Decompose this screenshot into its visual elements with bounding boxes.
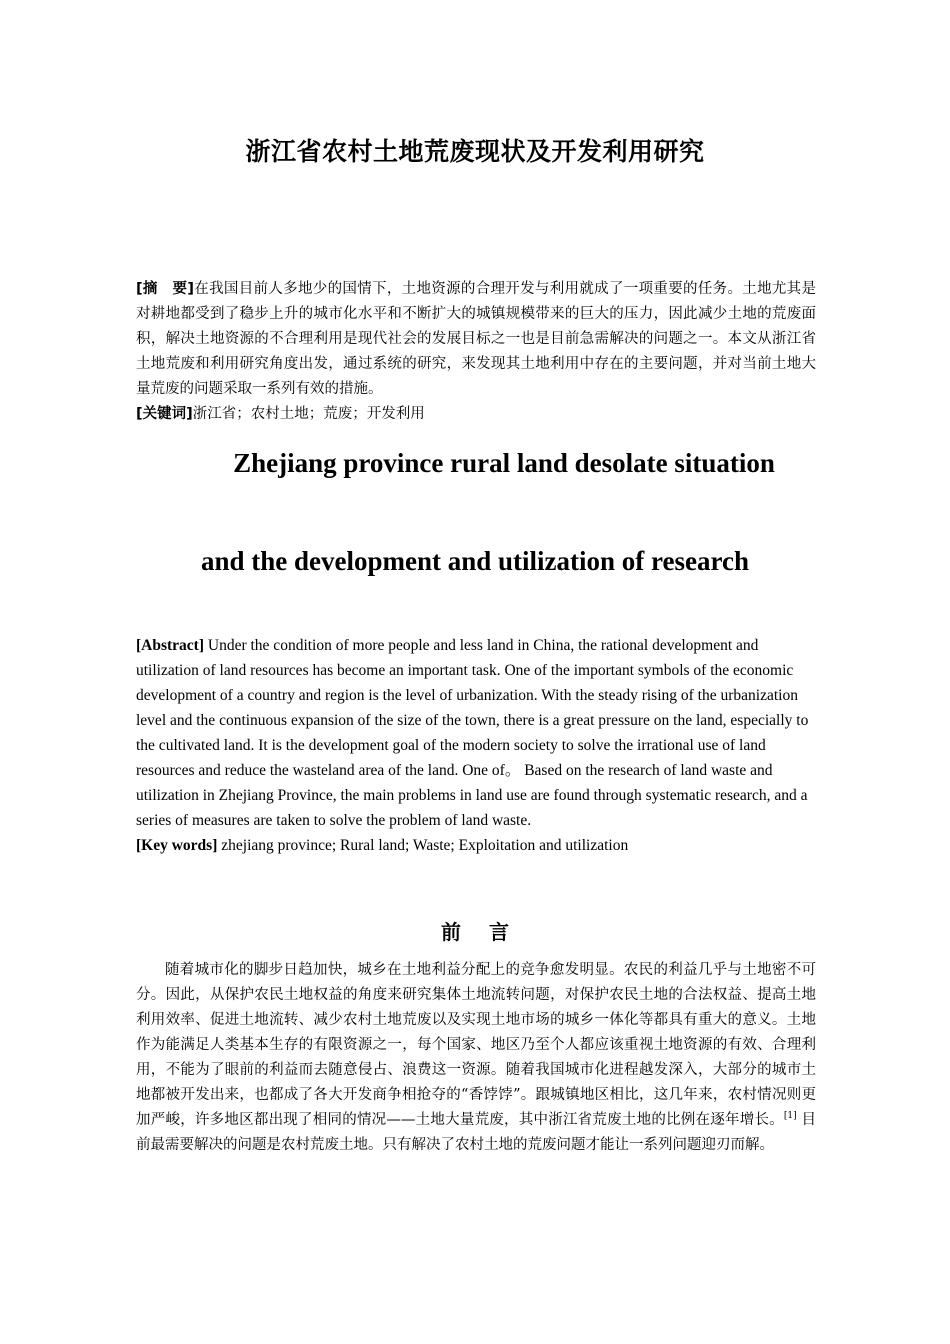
english-keywords-label: [Key words]: [136, 837, 218, 854]
preface-text-continued: 目前最需要解决的问题是农村荒废土地。只有解决了农村土地的荒废问题才能让一系列问题迎刃而解。: [136, 1112, 817, 1153]
english-abstract-label: [Abstract]: [136, 637, 205, 654]
preface-paragraph: [136, 958, 816, 1158]
chinese-keywords-text: 浙江省；农村土地；荒废；开发利用: [192, 406, 425, 422]
chinese-title: 浙江省农村土地荒废现状及开发利用研究: [245, 137, 705, 166]
chinese-abstract-text: 在我国目前人多地少的国情下，土地资源的合理开发与利用就成了一项重要的任务。土地尤其是对耕地都受到了稳步上升的城市化水平和不断扩大的城镇规模带来的巨大的压力，因此减少土地的荒废面积，解决土地资源的不合理利用是现代社会的发展目标之一也是目前急需解决的问题之一。本文从浙江省土地荒废和利用研究角度出发，通过系统的研究，来发现其土地利用中存在的主要问题，并对当前土地大量荒废的问题采取一系列有效的措施。: [136, 281, 816, 397]
english-keywords: [136, 833, 816, 858]
preface-text: 随着城市化的脚步日趋加快，城乡在土地利益分配上的竞争愈发明显。农民的利益几乎与土地密不可分。因此，从保护农民土地权益的角度来研究集体土地流转问题，对保护农民土地的合法权益、提高土地利用效率、促进土地流转、减少农村土地荒废以及实现土地市场的城乡一体化等都具有重大的意义。土地作为能满足人类基本生存的有限资源之一，每个国家、地区乃至个人都应该重视土地资源的有效、合理利用，不能为了眼前的利益而去随意侵占、浪费这一资源。随着我国城市化进程越发深入，大部分的城市土地都被开发出来，也都成了各大开发商争相抢夺的“香饽饽”。跟城镇地区相比，这几年来，农村情况则更加严峻，许多地区都出现了相同的情况——土地大量荒废，其中浙江省荒废土地的比例在逐年增长。: [136, 962, 816, 1128]
chinese-abstract-paragraph: [136, 277, 816, 402]
citation-ref[interactable]: [1]: [783, 1111, 797, 1122]
english-keywords-text: zhejiang province; Rural land; Waste; Exploitation and utilization: [217, 837, 629, 854]
chinese-keywords-label: [关键词]: [136, 406, 193, 422]
chinese-abstract: [136, 277, 816, 427]
english-abstract-text: Under the condition of more people and less land in China, the rational development and utilization of land resources has become an important task. One of the important symbols of the economic development of a country and region is the level of urbanization. With the steady rising of the urbanization level and the continuous expansion of the size of the town, there is a great pressure on the land, especially to the cultivated land. It is the development goal of the modern society to solve the irrational use of land resources and reduce the wasteland area of the land. One of。 Based on the research of land waste and utilization in Zhejiang Province, the main problems in land use are found through systematic research, and a series of measures are taken to solve the problem of land waste.: [136, 637, 809, 829]
preface-heading: 前言: [441, 920, 537, 944]
english-abstract: [136, 633, 816, 858]
english-title-line-1: Zhejiang province rural land desolate situation: [233, 448, 775, 478]
english-abstract-paragraph: [136, 633, 816, 833]
chinese-abstract-label: [摘 要]: [136, 281, 194, 297]
english-title-line-2: and the development and utilization of research: [200, 546, 749, 576]
chinese-keywords: [136, 402, 816, 427]
